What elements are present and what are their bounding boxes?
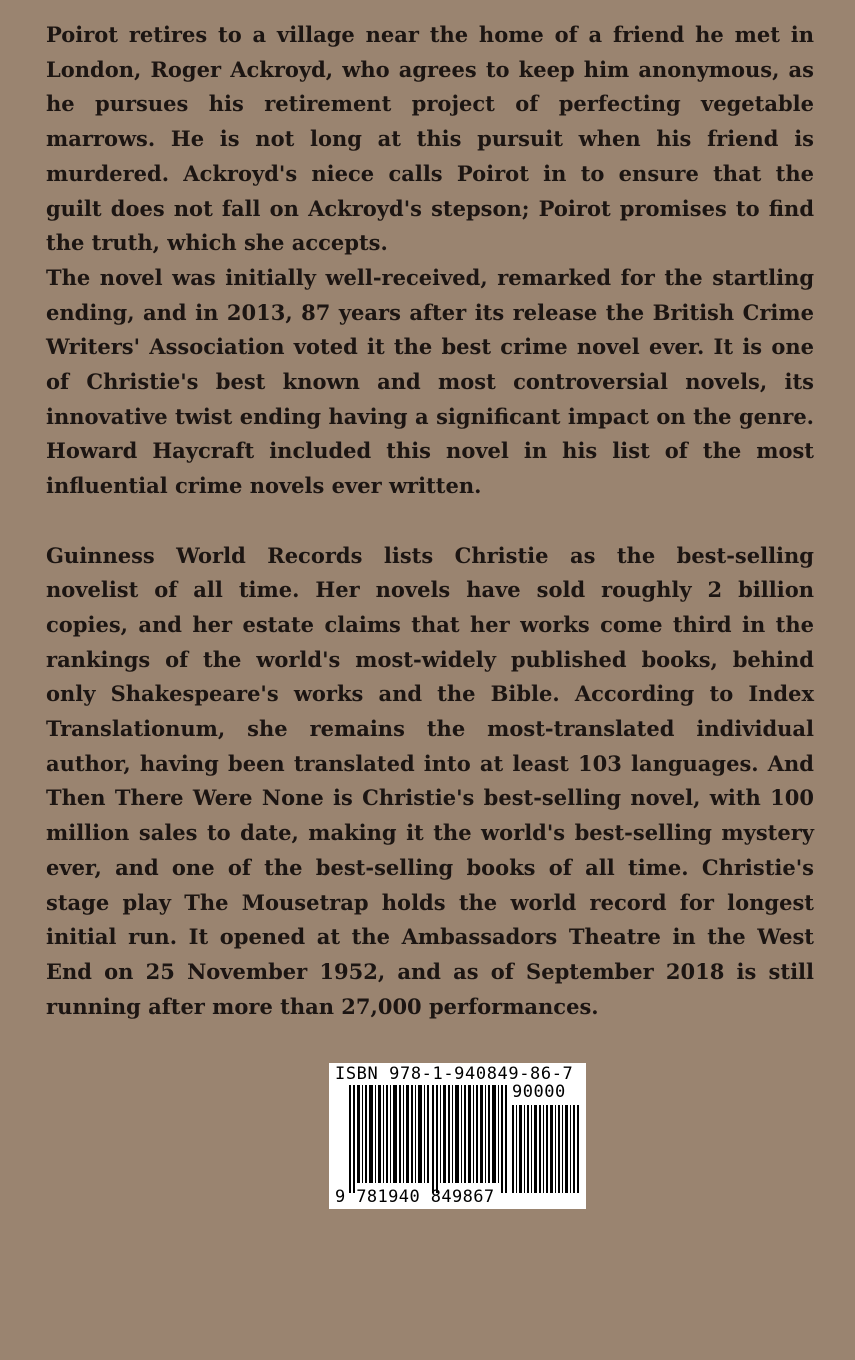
blurb-paragraph-2: The novel was initially well-received, remarked for the startling ending, and in 2013, 87 years after its release the British Crime Writers' Association voted it the best crime novel ever. It is one of Christie's best known and most controversial novels, its innovative twist ending having a significant impact on the genre. Howard Haycraft included this novel in his list of the most influential crime novels ever written.	[46, 264, 814, 499]
ean-digits-label: 9 781940 849867	[335, 1187, 495, 1207]
isbn-barcode	[329, 1063, 586, 1209]
price-addon-label: 90000	[512, 1082, 566, 1102]
blurb-paragraph-3: Guinness World Records lists Christie as the best-selling novelist of all time. Her novels have sold roughly 2 billion copies, and her estate claims that her works come third in the rankings of the world's most-widely published books, behind only Shakespeare's works and the Bible. According to Index Translationum, she remains the most-translated individual author, having been translated into at least 103 languages. And Then There Were None is Christie's best-selling novel, with 100 million sales to date, making it the world's best-selling mystery ever, and one of the best-selling books of all time. Christie's stage play The Mousetrap holds the world record for longest initial run. It opened at the Ambassadors Theatre in the West End on 25 November 1952, and as of September 2018 is still running after more than 27,000 performances.	[46, 542, 814, 1019]
blurb-paragraph-1: Poirot retires to a village near the home of a friend he met in London, Roger Ackroyd, who agrees to keep him anonymous, as he pursues his retirement project of perfecting vegetable marrows. He is not long at this pursuit when his friend is murdered. Ackroyd's niece calls Poirot in to ensure that the guilt does not fall on Ackroyd's stepson; Poirot promises to find the truth, which she accepts.	[46, 22, 814, 256]
isbn-label: ISBN 978-1-940849-86-7	[335, 1064, 574, 1084]
blurb-text	[46, 18, 814, 1024]
